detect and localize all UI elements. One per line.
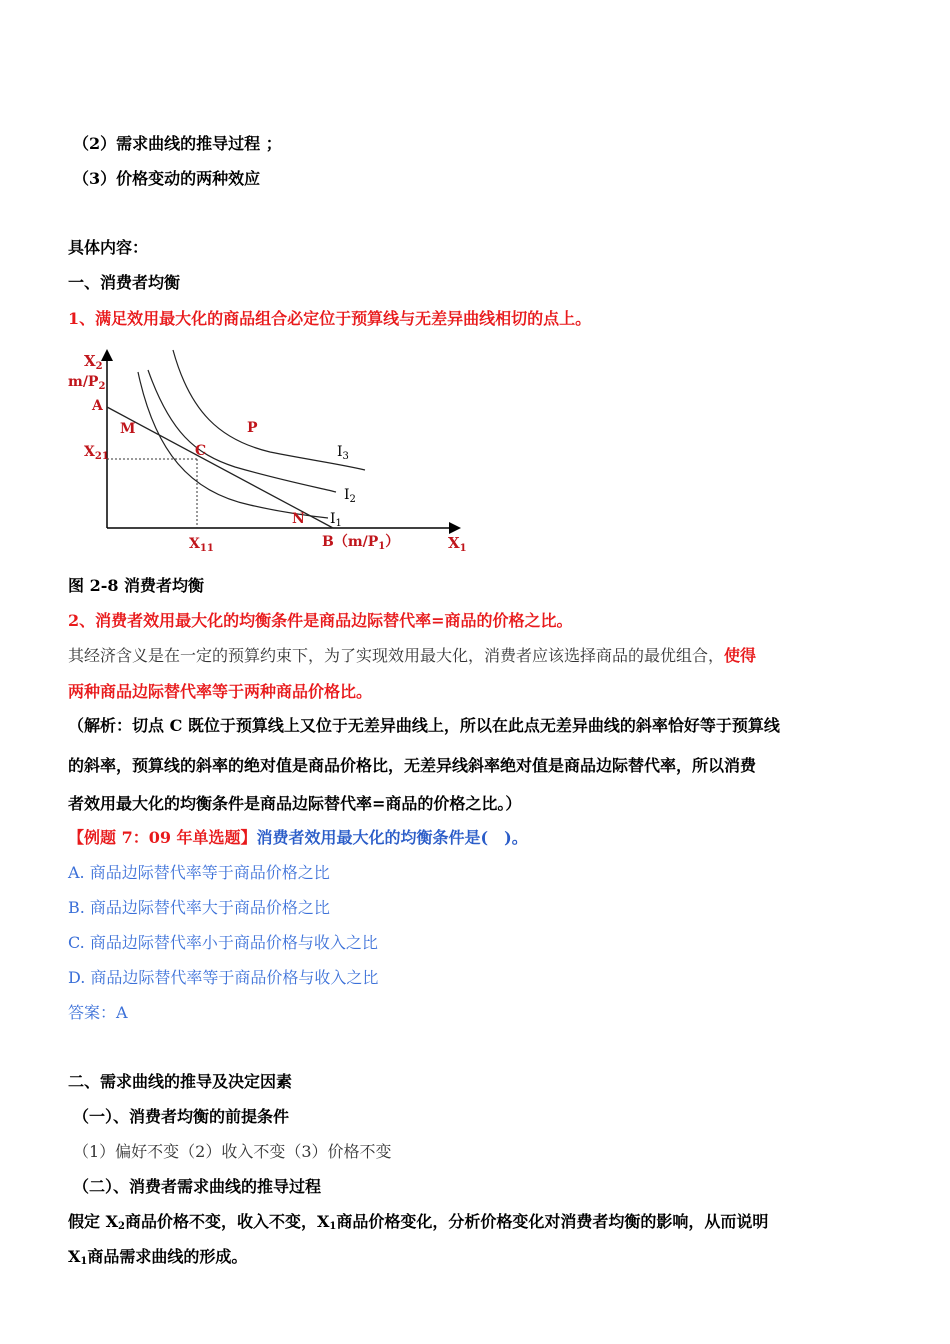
option-a: A. 商品边际替代率等于商品价格之比 (68, 863, 330, 882)
i2-label: $I_2$ (344, 487, 356, 505)
para-b: 商品价格不变，收入不变，X (124, 1212, 330, 1231)
point-c-label: C (195, 443, 207, 459)
analysis-line-1: （解析：切点 C 既位于预算线上又位于无差异曲线上，所以在此点无差异曲线的斜率恰好等于预算线 (68, 716, 780, 735)
meaning-line1 (68, 646, 756, 666)
example-line (68, 828, 528, 848)
list-item-2: （2）需求曲线的推导过程 ； (73, 134, 282, 153)
derivation-line-2 (68, 1247, 247, 1272)
meaning-plain: 其经济含义是在一定的预算约束下，为了实现效用最大化，消费者应该选择商品的最优组合， (68, 646, 725, 665)
option-b: B. 商品边际替代率大于商品价格之比 (68, 898, 330, 917)
x21-label: $X_{21}$ (84, 444, 109, 462)
indifference-curve-i2 (148, 370, 336, 492)
point1-text: 1、满足效用最大化的商品组合必定位于预算线与无差异曲线相切的点上。 (68, 309, 592, 328)
option-c: C. 商品边际替代率小于商品价格与收入之比 (68, 933, 378, 952)
example-tag: 【例题 7：09 年单选题】 (68, 828, 257, 847)
sub1-text: （1）偏好不变（2）收入不变（3）价格不变 (73, 1142, 392, 1161)
derivation-line-1 (68, 1212, 768, 1237)
para-e: 商品需求曲线的形成。 (87, 1247, 248, 1266)
x11-label: $X_{11}$ (189, 536, 214, 554)
para-a: 假定 X (68, 1212, 118, 1231)
analysis-line-3: 者效用最大化的均衡条件是商品边际替代率=商品的价格之比。） (68, 794, 522, 813)
answer: 答案：A (68, 1003, 128, 1022)
meaning-red-2: 两种商品边际替代率等于两种商品价格比。 (68, 682, 373, 701)
point-n-label: N (292, 511, 305, 527)
list-item-3: （3）价格变动的两种效应 (73, 169, 261, 188)
sub2-title: （二）、消费者需求曲线的推导过程 (73, 1177, 322, 1196)
sub1-title: （一）、消费者均衡的前提条件 (73, 1107, 290, 1126)
x-axis-label: $X_1$ (448, 534, 467, 554)
point-b-label: $B(m/P_1)$ (322, 534, 400, 552)
budget-line (107, 407, 333, 528)
i3-label: $I_3$ (337, 444, 349, 462)
i1-label: $I_1$ (330, 511, 342, 529)
point2-text: 2、消费者效用最大化的均衡条件是商品边际替代率=商品的价格之比。 (68, 611, 573, 630)
figure-caption: 图 2-8 消费者均衡 (68, 576, 205, 595)
point-p-label: P (247, 420, 258, 436)
example-question: 消费者效用最大化的均衡条件是( )。 (256, 828, 528, 847)
para-d-sub: 1 (80, 1256, 88, 1267)
y-intercept-label: $m/P_2$ (68, 374, 106, 392)
analysis-line-2: 的斜率，预算线的斜率的绝对值是商品价格比，无差异线斜率绝对值是商品边际替代率，所以消费 (68, 756, 757, 775)
indifference-curve-i1 (138, 372, 328, 518)
y-axis-label: $X_2$ (84, 352, 103, 372)
option-d: D. 商品边际替代率等于商品价格与收入之比 (68, 968, 379, 987)
section-heading: 具体内容： (68, 238, 149, 257)
para-b-sub: 1 (329, 1221, 337, 1232)
point-a-label: A (92, 398, 103, 414)
consumer-equilibrium-figure (60, 342, 480, 557)
point-m-label: M (120, 421, 136, 437)
para-c: 商品价格变化，分析价格变化对消费者均衡的影响，从而说明 (336, 1212, 769, 1231)
part2-title: 二、需求曲线的推导及决定因素 (68, 1072, 293, 1091)
part1-title: 一、消费者均衡 (68, 273, 181, 292)
meaning-red-1: 使得 (724, 646, 757, 665)
para-d: X (68, 1247, 81, 1266)
para-a-sub: 2 (118, 1221, 125, 1232)
